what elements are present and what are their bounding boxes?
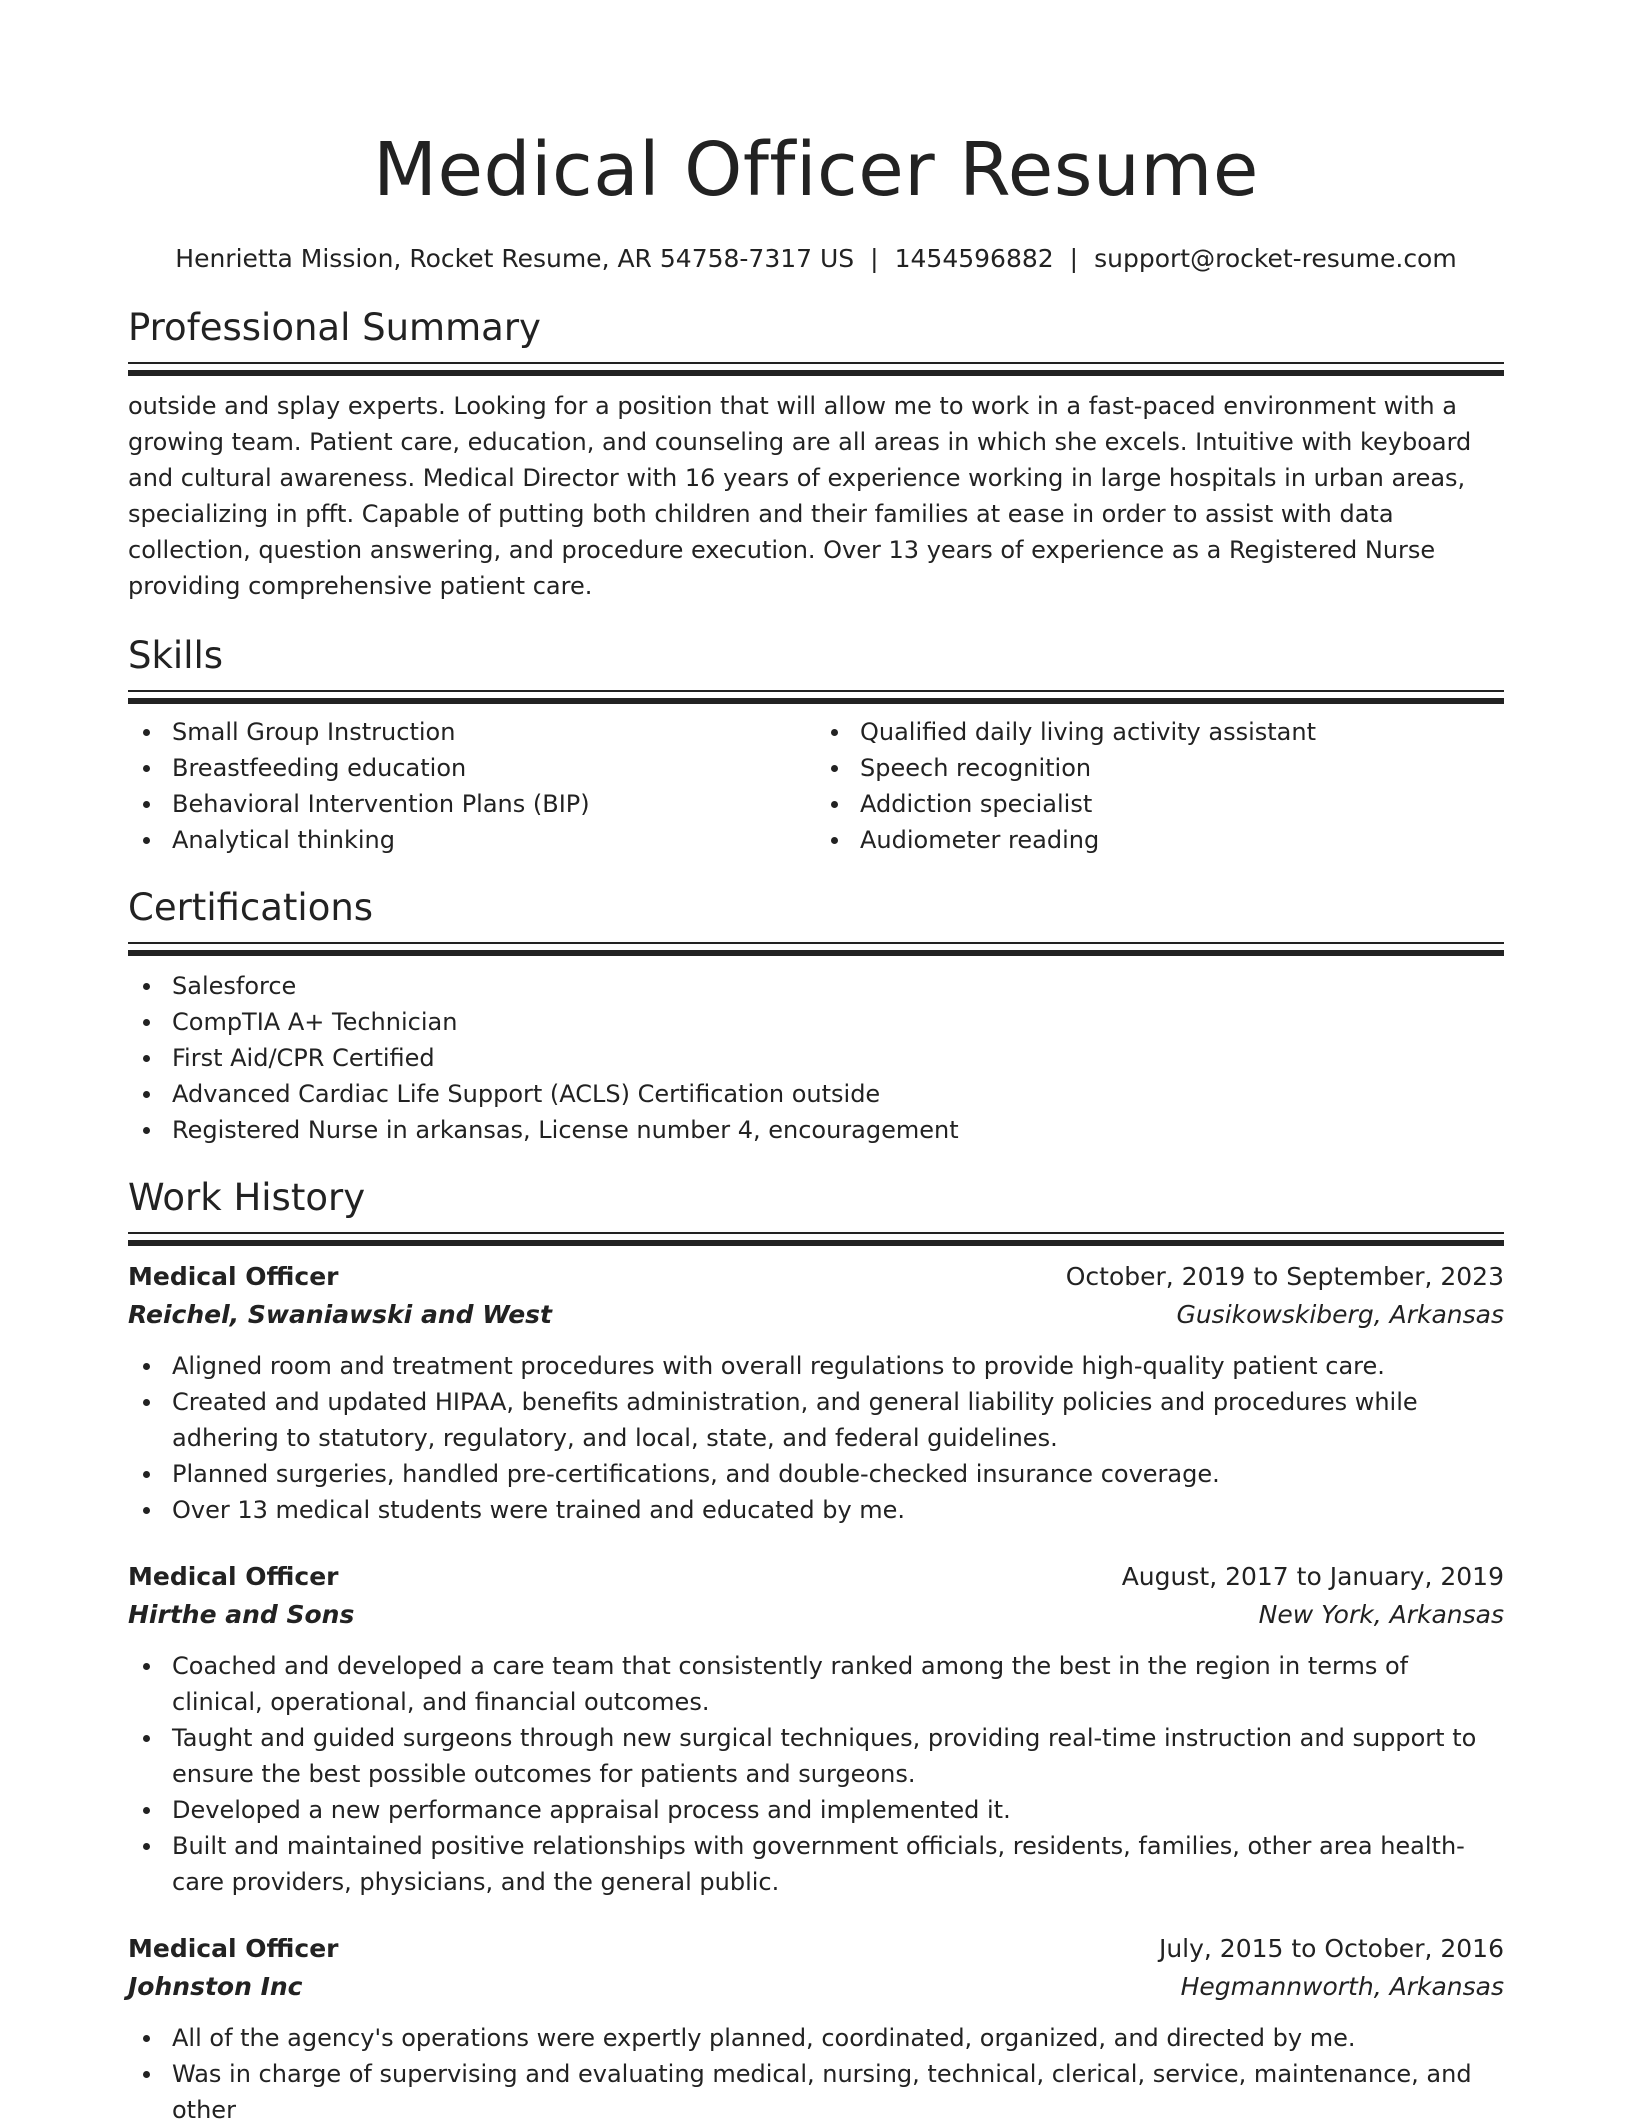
certification-item: Advanced Cardiac Life Support (ACLS) Certification outside — [128, 1076, 1504, 1112]
job-company: Reichel, Swaniawski and West — [128, 1300, 552, 1329]
job-title: Medical Officer — [128, 1934, 339, 1963]
job-company: Hirthe and Sons — [128, 1600, 355, 1629]
job-company: Johnston Inc — [128, 1972, 303, 2001]
contact-separator: | — [870, 244, 879, 273]
skill-item: Small Group Instruction — [128, 714, 816, 750]
certifications-list — [128, 968, 1504, 1148]
skill-item: Audiometer reading — [816, 822, 1504, 858]
work-section — [128, 1174, 1504, 2128]
skills-grid — [128, 714, 1504, 858]
job-location: Gusikowskiberg, Arkansas — [1176, 1300, 1504, 1329]
job-entry — [128, 1558, 1504, 1900]
job-header — [128, 1930, 1504, 1968]
job-entry — [128, 1258, 1504, 1528]
skill-item: Qualified daily living activity assistant — [816, 714, 1504, 750]
certification-item: CompTIA A+ Technician — [128, 1004, 1504, 1040]
job-subheader — [128, 1596, 1504, 1634]
job-title: Medical Officer — [128, 1562, 339, 1591]
summary-text: outside and splay experts. Looking for a position that will allow me to work in a fast-paced environment with a growing team. Patient care, education, and counseling are all areas in which she excels. Intuitive with keyboard and cultural awareness. Medical Director with 16 years of experience working in large hospitals in urban areas, specializing in pfft. Capable of putting both children and their families at ease in order to assist with data collection, question answering, and procedure execution. Over 13 years of experience as a Registered Nurse providing comprehensive patient care. — [128, 392, 1472, 600]
job-location: Hegmannworth, Arkansas — [1180, 1972, 1504, 2001]
skill-item: Addiction specialist — [816, 786, 1504, 822]
section-heading-summary: Professional Summary — [128, 306, 541, 349]
skill-item: Speech recognition — [816, 750, 1504, 786]
summary-section — [128, 304, 1504, 604]
certification-item: Registered Nurse in arkansas, License number 4, encouragement — [128, 1112, 1504, 1148]
job-bullet: Built and maintained positive relationships with government officials, residents, families, other area health-care providers, physicians, and the general public. — [128, 1828, 1504, 1900]
section-divider — [128, 362, 1504, 380]
skill-item: Analytical thinking — [128, 822, 816, 858]
skills-section — [128, 632, 1504, 858]
skill-item: Breastfeeding education — [128, 750, 816, 786]
job-bullet: Over 13 medical students were trained and educated by me. — [128, 1492, 1504, 1528]
section-heading-skills: Skills — [128, 634, 224, 677]
contact-email: support@rocket-resume.com — [1094, 244, 1457, 273]
contact-address: Henrietta Mission, Rocket Resume, AR 54758-7317 US — [175, 244, 855, 273]
job-bullets — [128, 1348, 1504, 1528]
certification-item: First Aid/CPR Certified — [128, 1040, 1504, 1076]
certifications-section — [128, 884, 1504, 1148]
skill-item: Behavioral Intervention Plans (BIP) — [128, 786, 816, 822]
job-dates: August, 2017 to January, 2019 — [1121, 1562, 1504, 1591]
certification-item: Salesforce — [128, 968, 1504, 1004]
job-location: New York, Arkansas — [1258, 1600, 1504, 1629]
section-divider — [128, 1232, 1504, 1250]
job-bullet: Developed a new performance appraisal process and implemented it. — [128, 1792, 1504, 1828]
job-subheader — [128, 1296, 1504, 1334]
job-bullet: Planned surgeries, handled pre-certifications, and double-checked insurance coverage. — [128, 1456, 1504, 1492]
job-bullet: Created and updated HIPAA, benefits administration, and general liability policies and procedures while adhering to statutory, regulatory, and local, state, and federal guidelines. — [128, 1384, 1504, 1456]
job-bullet: Aligned room and treatment procedures with overall regulations to provide high-quality patient care. — [128, 1348, 1504, 1384]
job-bullets — [128, 1648, 1504, 1900]
job-bullet: Coached and developed a care team that consistently ranked among the best in the region in terms of clinical, operational, and financial outcomes. — [128, 1648, 1504, 1720]
job-dates: October, 2019 to September, 2023 — [1065, 1262, 1504, 1291]
contact-line — [128, 242, 1504, 276]
section-divider — [128, 690, 1504, 708]
skills-list-left — [128, 714, 816, 858]
section-divider — [128, 942, 1504, 960]
job-entry — [128, 1930, 1504, 2128]
job-header — [128, 1558, 1504, 1596]
contact-phone: 1454596882 — [894, 244, 1054, 273]
job-bullet: Was in charge of supervising and evaluating medical, nursing, technical, clerical, service, maintenance, and other — [128, 2056, 1504, 2128]
job-title: Medical Officer — [128, 1262, 339, 1291]
section-heading-certifications: Certifications — [128, 886, 374, 929]
resume-page — [128, 0, 1504, 2128]
job-dates: July, 2015 to October, 2016 — [1158, 1934, 1504, 1963]
skills-list-right — [816, 714, 1504, 858]
resume-title: Medical Officer Resume — [373, 127, 1259, 213]
section-heading-work: Work History — [128, 1176, 366, 1219]
job-subheader — [128, 1968, 1504, 2006]
job-bullet: All of the agency's operations were expertly planned, coordinated, organized, and directed by me. — [128, 2020, 1504, 2056]
job-header — [128, 1258, 1504, 1296]
contact-separator: | — [1069, 244, 1079, 273]
job-bullet: Taught and guided surgeons through new surgical techniques, providing real-time instruction and support to ensure the best possible outcomes for patients and surgeons. — [128, 1720, 1504, 1792]
